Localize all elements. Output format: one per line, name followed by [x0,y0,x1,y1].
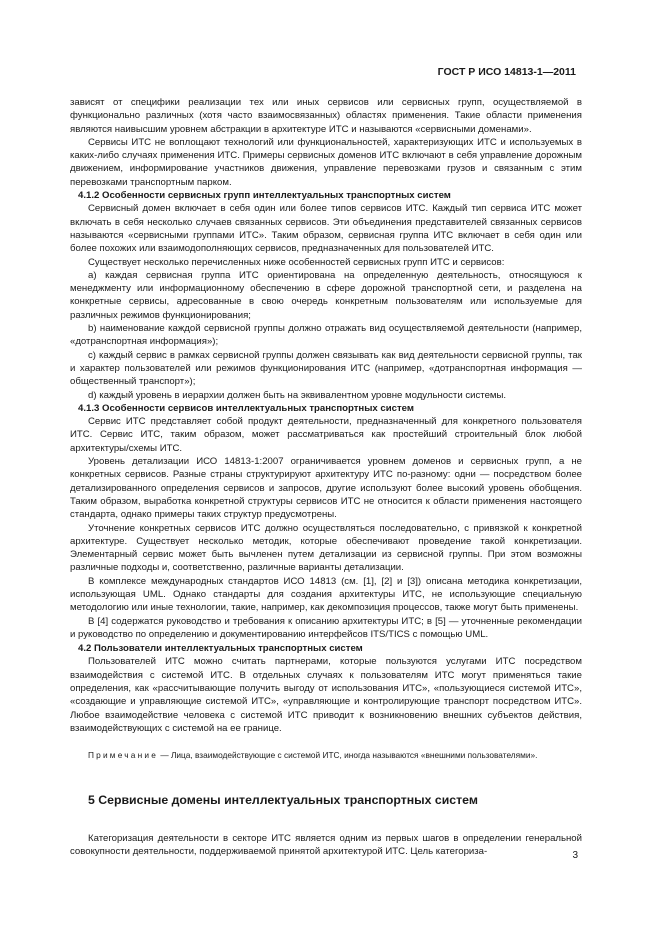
section-heading-4-1-2: 4.1.2 Особенности сервисных групп интеллектуальных транспортных систем [78,190,451,202]
page-number: 3 [572,850,578,861]
paragraph: Сервис ИТС представляет собой продукт деятельности, предназначенный для конкретного пользователя ИТС. Сервис ИТС, таким образом, может рассматриваться как простейший строительный блок любой архитектуры/схемы ИТС. [70,416,582,454]
section-heading-4-1-3: 4.1.3 Особенности сервисов интеллектуальных транспортных систем [78,402,414,414]
note-text: — Лица, взаимодействующие с системой ИТС, иногда называются «внешними пользователями». [158,750,538,761]
section-heading-4-2: 4.2 Пользователи интеллектуальных транспортных систем [78,643,363,655]
paragraph: Уточнение конкретных сервисов ИТС должно осуществляться последовательно, с привязкой к конкретной архитектуре. Существует несколько методик, которые обеспечивают проведение такой конкретизации. Элементарный сервис может быть вычленен путем детализации из сервисной группы. При этом возможны различные подходы и, соответственно, различные варианты детализации. [70,522,582,574]
paragraph: В комплексе международных стандартов ИСО 14813 (см. [1], [2] и [3]) описана методика конкретизации, использующая UML. Однако стандарты для создания архитектуры ИТС, не использующие специальную методологию или иные технологии, такие, например, как декомпозиция процессов, также могут быть применены. [70,575,582,614]
paragraph: Категоризация деятельности в секторе ИТС является одним из первых шагов в определении генеральной совокупности деятельности, поддерживаемой принятой архитектурой ИТС. Цель категориза- [70,832,582,858]
paragraph: Существует несколько перечисленных ниже особенностей сервисных групп ИТС и сервисов: [88,256,505,268]
note-label: Примечание [88,750,159,761]
paragraph: Сервисный домен включает в себя один или более типов сервисов ИТС. Каждый тип сервиса ИТС может включать в себя несколько случаев связанных сервисов. Эти объединения представителей связанных сервисов называются «сервисными группами ИТС». Таким образом, сервисная группа ИТС включает в себя один или более похожих или взаимодополняющих сервисов, предназначенных для пользователей ИТС. [70,203,582,255]
note [70,749,582,762]
list-item-c: c) каждый сервис в рамках сервисной группы должен связывать как вид деятельности сервисной группы, так и характер пользователей или режимов функционирования ИТС (например, «дотранспортная информация — общественный транспорт»); [70,349,582,388]
paragraph: зависят от специфики реализации тех или иных сервисов или сервисных групп, осуществляемой в функционально различных (хотя часто взаимосвязанных) областях применения. Такие области применения являются наивысшим уровнем абстракции в архитектуре ИТС и называются «сервисными доменами». [70,97,582,135]
list-item-b: b) наименование каждой сервисной группы должно отражать вид осуществляемой деятельности (например, «дотранспортная информация»); [70,323,582,348]
paragraph: В [4] содержатся руководство и требования к описанию архитектуры ИТС; в [5] — уточненные рекомендации и руководство по определению и документированию интерфейсов ITS/TICS с помощью UML. [70,615,582,640]
page-body [70,96,582,858]
paragraph: Уровень детализации ИСО 14813-1:2007 ограничивается уровнем доменов и сервисных групп, а не конкретных сервисов. Разные страны структурируют архитектуру ИТС по-разному: одни — посредством более детализированного определения сервисов и запросов, другие используют более высокий уровень обобщения. Таким образом, выработка конкретной структуры сервисов ИТС не относится к области применения настоящего стандарта, однако примеры таких структур предусмотрены. [70,456,582,521]
paragraph: Сервисы ИТС не воплощают технологий или функциональностей, характеризующих ИТС и используемых в каких-либо случаях применения ИТС. Примеры сервисных доменов ИТС включают в себя управление дорожным движением, информирование участников движения, управление перевозками грузов и связанным с этим перевозками транспортным парком. [70,136,582,188]
list-item-a: a) каждая сервисная группа ИТС ориентирована на определенную деятельность, относящуюся к менеджменту или информационному обеспечению в сфере дорожной транспортной сети, и разделена на конкретные сервисы, адресованные в свою очередь конкретным пользователям или используемые для различных режимов функционирования; [70,269,582,321]
list-item-d: d) каждый уровень в иерархии должен быть на эквивалентном уровне модульности системы. [88,389,507,401]
standard-header: ГОСТ Р ИСО 14813-1—2011 [437,66,576,78]
paragraph: Пользователей ИТС можно считать партнерами, которые пользуются услугами ИТС посредством взаимодействия с системой ИТС. В отдельных случаях к пользователям ИТС могут применяться такие определения, как «рассчитывающие получить выгоду от использования ИТС», «пользующиеся системой ИТС», «создающие и управляющие системой ИТС», «управляющие и контролирующие транспорт посредством ИТС». Любое взаимодействие человека с системой ИТС приводит к возникновению внешних субъектов действия, взаимодействующих с системой на ее границе. [70,656,582,734]
section-heading-5: 5 Сервисные домены интеллектуальных транспортных систем [88,792,478,807]
